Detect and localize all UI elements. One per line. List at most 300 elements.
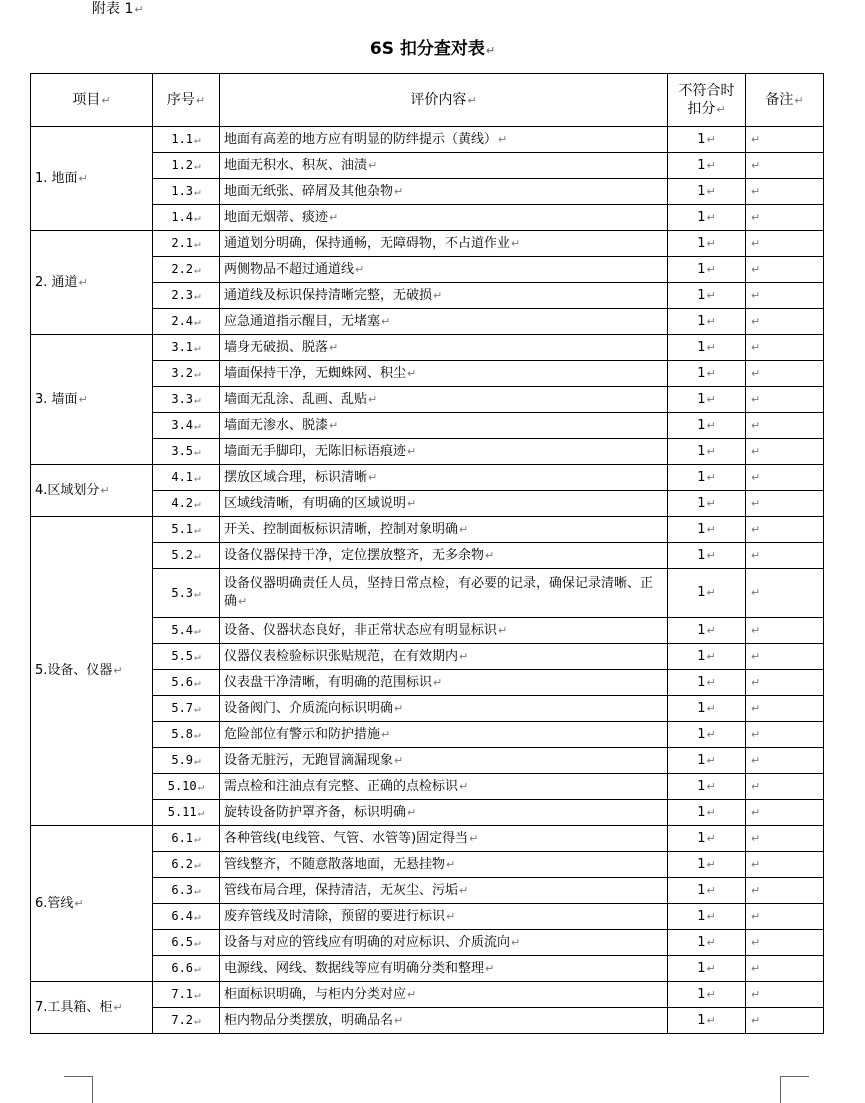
deduction-cell-text: 1 xyxy=(697,157,706,173)
paragraph-mark: ↵ xyxy=(459,779,469,793)
paragraph-mark: ↵ xyxy=(706,496,716,510)
paragraph-mark: ↵ xyxy=(706,1013,716,1027)
paragraph-mark: ↵ xyxy=(407,366,417,380)
paragraph-mark: ↵ xyxy=(381,314,391,328)
content-cell-text: 废弃管线及时清除，预留的要进行标识 xyxy=(224,908,446,924)
note-cell xyxy=(746,491,824,517)
content-cell-text: 通道划分明确，保持通畅，无障碍物，不占道作业 xyxy=(224,235,511,251)
content-cell xyxy=(220,618,668,644)
deduction-cell xyxy=(668,335,746,361)
deduction-cell-text: 1 xyxy=(697,648,706,664)
paragraph-mark: ↵ xyxy=(446,857,456,871)
deduction-cell xyxy=(668,127,746,153)
content-cell xyxy=(220,543,668,569)
sequence-cell xyxy=(153,618,220,644)
sequence-cell xyxy=(153,644,220,670)
content-cell xyxy=(220,465,668,491)
paragraph-mark: ↵ xyxy=(194,858,201,871)
content-cell xyxy=(220,231,668,257)
content-cell xyxy=(220,127,668,153)
paragraph-mark: ↵ xyxy=(706,779,716,793)
note-cell xyxy=(746,413,824,439)
paragraph-mark: ↵ xyxy=(706,288,716,302)
content-cell-text: 地面无烟蒂、痰迹 xyxy=(224,209,329,225)
paragraph-mark: ↵ xyxy=(394,184,404,198)
deduction-cell-text: 1 xyxy=(697,856,706,872)
content-cell-text: 墙面无渗水、脱漆 xyxy=(224,417,329,433)
paragraph-mark: ↵ xyxy=(706,586,716,599)
paragraph-mark: ↵ xyxy=(751,288,761,302)
note-cell xyxy=(746,852,824,878)
paragraph-mark: ↵ xyxy=(511,935,521,949)
sequence-cell xyxy=(153,826,220,852)
deduction-cell-text: 1 xyxy=(697,417,706,433)
sequence-cell xyxy=(153,153,220,179)
sequence-cell-text: 5.5 xyxy=(171,649,194,663)
paragraph-mark: ↵ xyxy=(194,884,201,897)
sequence-cell-text: 5.7 xyxy=(171,701,194,715)
note-cell xyxy=(746,1008,824,1034)
content-cell-text: 仪器仪表检验标识张贴规范，在有效期内 xyxy=(224,648,459,664)
deduction-cell xyxy=(668,309,746,335)
paragraph-mark: ↵ xyxy=(706,392,716,406)
sequence-cell xyxy=(153,413,220,439)
content-cell-text: 通道线及标识保持清晰完整，无破损 xyxy=(224,287,433,303)
sequence-cell xyxy=(153,257,220,283)
content-cell xyxy=(220,309,668,335)
paragraph-mark: ↵ xyxy=(751,935,761,949)
paragraph-mark: ↵ xyxy=(751,805,761,819)
paragraph-mark: ↵ xyxy=(751,649,761,663)
sequence-cell xyxy=(153,309,220,335)
content-cell-text: 设备、仪器状态良好，非正常状态应有明显标识 xyxy=(224,622,498,638)
table-row xyxy=(31,826,824,852)
sequence-cell xyxy=(153,748,220,774)
content-cell-text: 地面无积水、积灰、油渍 xyxy=(224,157,368,173)
note-cell xyxy=(746,283,824,309)
sequence-cell xyxy=(153,930,220,956)
content-cell xyxy=(220,722,668,748)
deduction-cell-text: 1 xyxy=(697,960,706,976)
paragraph-mark: ↵ xyxy=(194,832,201,845)
sequence-cell xyxy=(153,465,220,491)
paragraph-mark: ↵ xyxy=(194,471,201,484)
deduction-cell-text: 1 xyxy=(697,674,706,690)
paragraph-mark: ↵ xyxy=(329,210,339,224)
paragraph-mark: ↵ xyxy=(706,623,716,637)
sequence-cell xyxy=(153,283,220,309)
paragraph-mark: ↵ xyxy=(407,805,417,819)
paragraph-mark: ↵ xyxy=(194,702,201,715)
paragraph-mark: ↵ xyxy=(751,496,761,510)
paragraph-mark: ↵ xyxy=(194,133,201,146)
paragraph-mark: ↵ xyxy=(751,857,761,871)
content-cell-text: 危险部位有警示和防护措施 xyxy=(224,726,381,742)
deduction-cell xyxy=(668,179,746,205)
sequence-cell-text: 2.3 xyxy=(171,288,194,302)
note-cell xyxy=(746,179,824,205)
paragraph-mark: ↵ xyxy=(751,701,761,715)
paragraph-mark: ↵ xyxy=(751,548,761,562)
paragraph-mark: ↵ xyxy=(446,909,456,923)
page-corner-mark-left xyxy=(64,1076,93,1103)
content-cell-text: 管线整齐，不随意散落地面，无悬挂物 xyxy=(224,856,446,872)
sequence-cell-text: 3.3 xyxy=(171,392,194,406)
content-cell-text: 柜面标识明确，与柜内分类对应 xyxy=(224,986,407,1002)
paragraph-mark: ↵ xyxy=(751,132,761,146)
content-cell-text: 两侧物品不超过通道线 xyxy=(224,261,355,277)
sequence-cell xyxy=(153,491,220,517)
paragraph-mark: ↵ xyxy=(751,753,761,767)
deduction-cell-text: 1 xyxy=(697,882,706,898)
deduction-cell xyxy=(668,956,746,982)
paragraph-mark: ↵ xyxy=(194,445,201,458)
note-cell xyxy=(746,956,824,982)
deduction-cell-text: 1 xyxy=(697,700,706,716)
paragraph-mark: ↵ xyxy=(706,649,716,663)
paragraph-mark: ↵ xyxy=(706,909,716,923)
content-cell xyxy=(220,774,668,800)
category-cell xyxy=(31,335,153,465)
sequence-cell-text: 3.2 xyxy=(171,366,194,380)
paragraph-mark: ↵ xyxy=(751,210,761,224)
content-cell xyxy=(220,413,668,439)
sequence-cell-text: 2.1 xyxy=(171,236,194,250)
content-cell xyxy=(220,670,668,696)
deduction-cell xyxy=(668,517,746,543)
content-cell-text: 墙身无破损、脱落 xyxy=(224,339,329,355)
table-row xyxy=(31,231,824,257)
content-cell-text: 设备无脏污，无跑冒滴漏现象 xyxy=(224,752,394,768)
paragraph-mark: ↵ xyxy=(459,522,469,536)
note-cell xyxy=(746,774,824,800)
paragraph-mark: ↵ xyxy=(194,237,201,250)
paragraph-mark: ↵ xyxy=(751,961,761,975)
paragraph-mark: ↵ xyxy=(433,675,443,689)
content-cell xyxy=(220,153,668,179)
paragraph-mark: ↵ xyxy=(751,883,761,897)
deduction-cell xyxy=(668,748,746,774)
sequence-cell xyxy=(153,956,220,982)
paragraph-mark: ↵ xyxy=(194,936,201,949)
sequence-cell-text: 6.2 xyxy=(171,857,194,871)
paragraph-mark: ↵ xyxy=(751,366,761,380)
table-row xyxy=(31,127,824,153)
paragraph-mark: ↵ xyxy=(706,262,716,276)
deduction-cell xyxy=(668,413,746,439)
paragraph-mark: ↵ xyxy=(706,883,716,897)
deduction-cell xyxy=(668,283,746,309)
paragraph-mark: ↵ xyxy=(194,289,201,302)
paragraph-mark: ↵ xyxy=(194,341,201,354)
paragraph-mark: ↵ xyxy=(368,392,378,406)
paragraph-mark: ↵ xyxy=(706,236,716,250)
deduction-cell-text: 1 xyxy=(697,469,706,485)
deduction-cell xyxy=(668,231,746,257)
deduction-cell xyxy=(668,543,746,569)
sequence-cell-text: 5.6 xyxy=(171,675,194,689)
sequence-cell-text: 7.1 xyxy=(171,987,194,1001)
paragraph-mark: ↵ xyxy=(706,935,716,949)
note-cell xyxy=(746,722,824,748)
deduction-cell-text: 1 xyxy=(697,235,706,251)
paragraph-mark: ↵ xyxy=(355,262,365,276)
paragraph-mark: ↵ xyxy=(751,314,761,328)
content-cell xyxy=(220,800,668,826)
deduction-cell-text: 1 xyxy=(697,1012,706,1028)
sequence-cell-text: 6.1 xyxy=(171,831,194,845)
paragraph-mark: ↵ xyxy=(194,393,201,406)
sequence-cell-text: 3.1 xyxy=(171,340,194,354)
paragraph-mark: ↵ xyxy=(706,727,716,741)
paragraph-mark: ↵ xyxy=(706,987,716,1001)
paragraph-mark: ↵ xyxy=(194,910,201,923)
content-cell-text: 地面无纸张、碎屑及其他杂物 xyxy=(224,183,394,199)
paragraph-mark: ↵ xyxy=(194,676,201,689)
note-cell xyxy=(746,335,824,361)
paragraph-mark: ↵ xyxy=(194,315,201,328)
content-cell xyxy=(220,696,668,722)
deduction-cell xyxy=(668,1008,746,1034)
note-cell xyxy=(746,618,824,644)
paragraph-mark: ↵ xyxy=(407,496,417,510)
category-label: 5.设备、仪器 xyxy=(35,663,113,678)
deduction-cell xyxy=(668,491,746,517)
paragraph-mark: ↵ xyxy=(751,184,761,198)
sequence-cell-text: 5.1 xyxy=(171,522,194,536)
sequence-cell xyxy=(153,569,220,618)
content-cell xyxy=(220,1008,668,1034)
paragraph-mark: ↵ xyxy=(459,649,469,663)
paragraph-mark: ↵ xyxy=(469,831,479,845)
paragraph-mark: ↵ xyxy=(706,444,716,458)
deduction-cell-text: 1 xyxy=(697,365,706,381)
sequence-cell xyxy=(153,774,220,800)
deduction-cell xyxy=(668,696,746,722)
paragraph-mark: ↵ xyxy=(194,586,201,600)
paragraph-mark: ↵ xyxy=(706,857,716,871)
category-label: 2. 通道 xyxy=(35,274,78,290)
category-label: 3. 墙面 xyxy=(35,391,78,407)
deduction-cell-text: 1 xyxy=(697,830,706,846)
sequence-cell-text: 7.2 xyxy=(171,1013,194,1027)
category-cell xyxy=(31,127,153,231)
sequence-cell xyxy=(153,387,220,413)
paragraph-mark: ↵ xyxy=(194,754,201,767)
content-cell-text: 开关、控制面板标识清晰，控制对象明确 xyxy=(224,521,459,537)
deduction-cell-text: 1 xyxy=(697,908,706,924)
content-cell-text: 电源线、网线、数据线等应有明确分类和整理 xyxy=(224,960,485,976)
sequence-cell-text: 5.2 xyxy=(171,548,194,562)
paragraph-mark: ↵ xyxy=(194,1014,201,1027)
paragraph-mark: ↵ xyxy=(751,236,761,250)
content-cell-text: 设备阀门、介质流向标识明确 xyxy=(224,700,394,716)
note-cell xyxy=(746,543,824,569)
sequence-cell xyxy=(153,335,220,361)
sequence-cell-text: 3.4 xyxy=(171,418,194,432)
paragraph-mark: ↵ xyxy=(329,418,339,432)
paragraph-mark: ↵ xyxy=(194,211,201,224)
sequence-cell xyxy=(153,179,220,205)
paragraph-mark: ↵ xyxy=(394,1013,404,1027)
sequence-cell-text: 4.1 xyxy=(171,470,194,484)
content-cell xyxy=(220,904,668,930)
content-cell xyxy=(220,517,668,543)
deduction-cell-text: 1 xyxy=(697,622,706,638)
deduction-cell-text: 1 xyxy=(697,547,706,563)
sequence-cell-text: 6.5 xyxy=(171,935,194,949)
table-body xyxy=(31,127,824,1034)
note-cell xyxy=(746,231,824,257)
paragraph-mark: ↵ xyxy=(113,1000,123,1014)
sequence-cell-text: 1.4 xyxy=(171,210,194,224)
deduction-cell xyxy=(668,361,746,387)
deduction-cell-text: 1 xyxy=(697,131,706,147)
note-cell xyxy=(746,826,824,852)
paragraph-mark: ↵ xyxy=(407,444,417,458)
note-cell xyxy=(746,153,824,179)
deduction-cell-text: 1 xyxy=(697,183,706,199)
sequence-cell-text: 6.4 xyxy=(171,909,194,923)
paragraph-mark: ↵ xyxy=(751,470,761,484)
paragraph-mark: ↵ xyxy=(751,522,761,536)
deduction-cell-text: 1 xyxy=(697,339,706,355)
header-content: 评价内容↵ xyxy=(220,74,668,127)
deduction-cell-text: 1 xyxy=(697,934,706,950)
content-cell xyxy=(220,491,668,517)
paragraph-mark: ↵ xyxy=(751,340,761,354)
content-cell xyxy=(220,569,668,618)
deduction-cell-text: 1 xyxy=(697,391,706,407)
sequence-cell xyxy=(153,800,220,826)
deduction-cell xyxy=(668,878,746,904)
sequence-cell-text: 5.8 xyxy=(171,727,194,741)
header-row xyxy=(31,74,824,127)
note-cell xyxy=(746,309,824,335)
paragraph-mark: ↵ xyxy=(706,701,716,715)
paragraph-mark: ↵ xyxy=(194,263,201,276)
deduction-cell xyxy=(668,387,746,413)
note-cell xyxy=(746,205,824,231)
content-cell xyxy=(220,257,668,283)
sequence-cell-text: 5.11 xyxy=(167,805,197,819)
content-cell xyxy=(220,387,668,413)
paragraph-mark: ↵ xyxy=(197,806,205,819)
sequence-cell xyxy=(153,205,220,231)
paragraph-mark: ↵ xyxy=(706,470,716,484)
note-cell xyxy=(746,257,824,283)
deduction-cell-text: 1 xyxy=(697,778,706,794)
sequence-cell xyxy=(153,1008,220,1034)
header-item: 项目↵ xyxy=(31,74,153,127)
deduction-cell xyxy=(668,904,746,930)
deduction-cell xyxy=(668,153,746,179)
note-cell xyxy=(746,361,824,387)
paragraph-mark: ↵ xyxy=(751,909,761,923)
paragraph-mark: ↵ xyxy=(751,392,761,406)
category-cell xyxy=(31,465,153,517)
paragraph-mark: ↵ xyxy=(368,470,378,484)
paragraph-mark: ↵ xyxy=(751,418,761,432)
deduction-cell-text: 1 xyxy=(697,495,706,511)
paragraph-mark: ↵ xyxy=(751,444,761,458)
paragraph-mark: ↵ xyxy=(706,753,716,767)
content-cell-text: 管线布局合理，保持清洁，无灰尘、污垢 xyxy=(224,882,459,898)
deduction-cell-text: 1 xyxy=(697,287,706,303)
content-cell-text: 墙面无手脚印，无陈旧标语痕迹 xyxy=(224,443,407,459)
deduction-cell xyxy=(668,257,746,283)
deduction-cell xyxy=(668,569,746,618)
deduction-cell-text: 1 xyxy=(697,585,706,600)
content-cell-text: 地面有高差的地方应有明显的防绊提示（黄线） xyxy=(224,131,498,147)
note-cell xyxy=(746,569,824,618)
deduction-cell xyxy=(668,465,746,491)
paragraph-mark: ↵ xyxy=(194,962,201,975)
paragraph-mark: ↵ xyxy=(194,549,201,562)
sequence-cell xyxy=(153,722,220,748)
content-cell-text: 各种管线(电线管、气管、水管等)固定得当 xyxy=(224,830,469,846)
deduction-checklist-table xyxy=(30,73,824,1034)
content-cell-text: 墙面无乱涂、乱画、乱贴 xyxy=(224,391,368,407)
deduction-cell xyxy=(668,930,746,956)
paragraph-mark: ↵ xyxy=(238,595,248,608)
content-cell-text: 区域线清晰，有明确的区域说明 xyxy=(224,495,407,511)
paragraph-mark: ↵ xyxy=(194,497,201,510)
paragraph-mark: ↵ xyxy=(194,728,201,741)
deduction-cell xyxy=(668,439,746,465)
category-cell xyxy=(31,517,153,826)
content-cell-text: 设备与对应的管线应有明确的对应标识、介质流向 xyxy=(224,934,511,950)
sequence-cell-text: 6.3 xyxy=(171,883,194,897)
deduction-cell-text: 1 xyxy=(697,521,706,537)
paragraph-mark: ↵ xyxy=(751,987,761,1001)
sequence-cell xyxy=(153,439,220,465)
paragraph-mark: ↵ xyxy=(706,548,716,562)
content-cell xyxy=(220,179,668,205)
paragraph-mark: ↵ xyxy=(706,831,716,845)
content-cell xyxy=(220,852,668,878)
deduction-cell xyxy=(668,618,746,644)
paragraph-mark: ↵ xyxy=(706,366,716,380)
sequence-cell xyxy=(153,696,220,722)
paragraph-mark: ↵ xyxy=(394,701,404,715)
paragraph-mark: ↵ xyxy=(368,158,378,172)
paragraph-mark: ↵ xyxy=(706,184,716,198)
paragraph-mark: ↵ xyxy=(433,288,443,302)
note-cell xyxy=(746,387,824,413)
sequence-cell-text: 2.4 xyxy=(171,314,194,328)
sequence-cell-text: 2.2 xyxy=(171,262,194,276)
sequence-cell xyxy=(153,517,220,543)
paragraph-mark: ↵ xyxy=(751,158,761,172)
sequence-cell xyxy=(153,127,220,153)
deduction-cell xyxy=(668,800,746,826)
content-cell xyxy=(220,878,668,904)
paragraph-mark: ↵ xyxy=(751,586,761,599)
content-cell-text: 应急通道指示醒目，无堵塞 xyxy=(224,313,381,329)
paragraph-mark: ↵ xyxy=(194,419,201,432)
content-cell xyxy=(220,361,668,387)
sequence-cell-text: 4.2 xyxy=(171,496,194,510)
deduction-cell-text: 1 xyxy=(697,261,706,277)
sequence-cell-text: 1.3 xyxy=(171,184,194,198)
sequence-cell xyxy=(153,982,220,1008)
deduction-cell xyxy=(668,670,746,696)
deduction-cell xyxy=(668,644,746,670)
note-cell xyxy=(746,904,824,930)
content-cell-text: 需点检和注油点有完整、正确的点检标识 xyxy=(224,778,459,794)
content-cell-text: 设备仪器保持干净，定位摆放整齐，无多余物 xyxy=(224,547,485,563)
